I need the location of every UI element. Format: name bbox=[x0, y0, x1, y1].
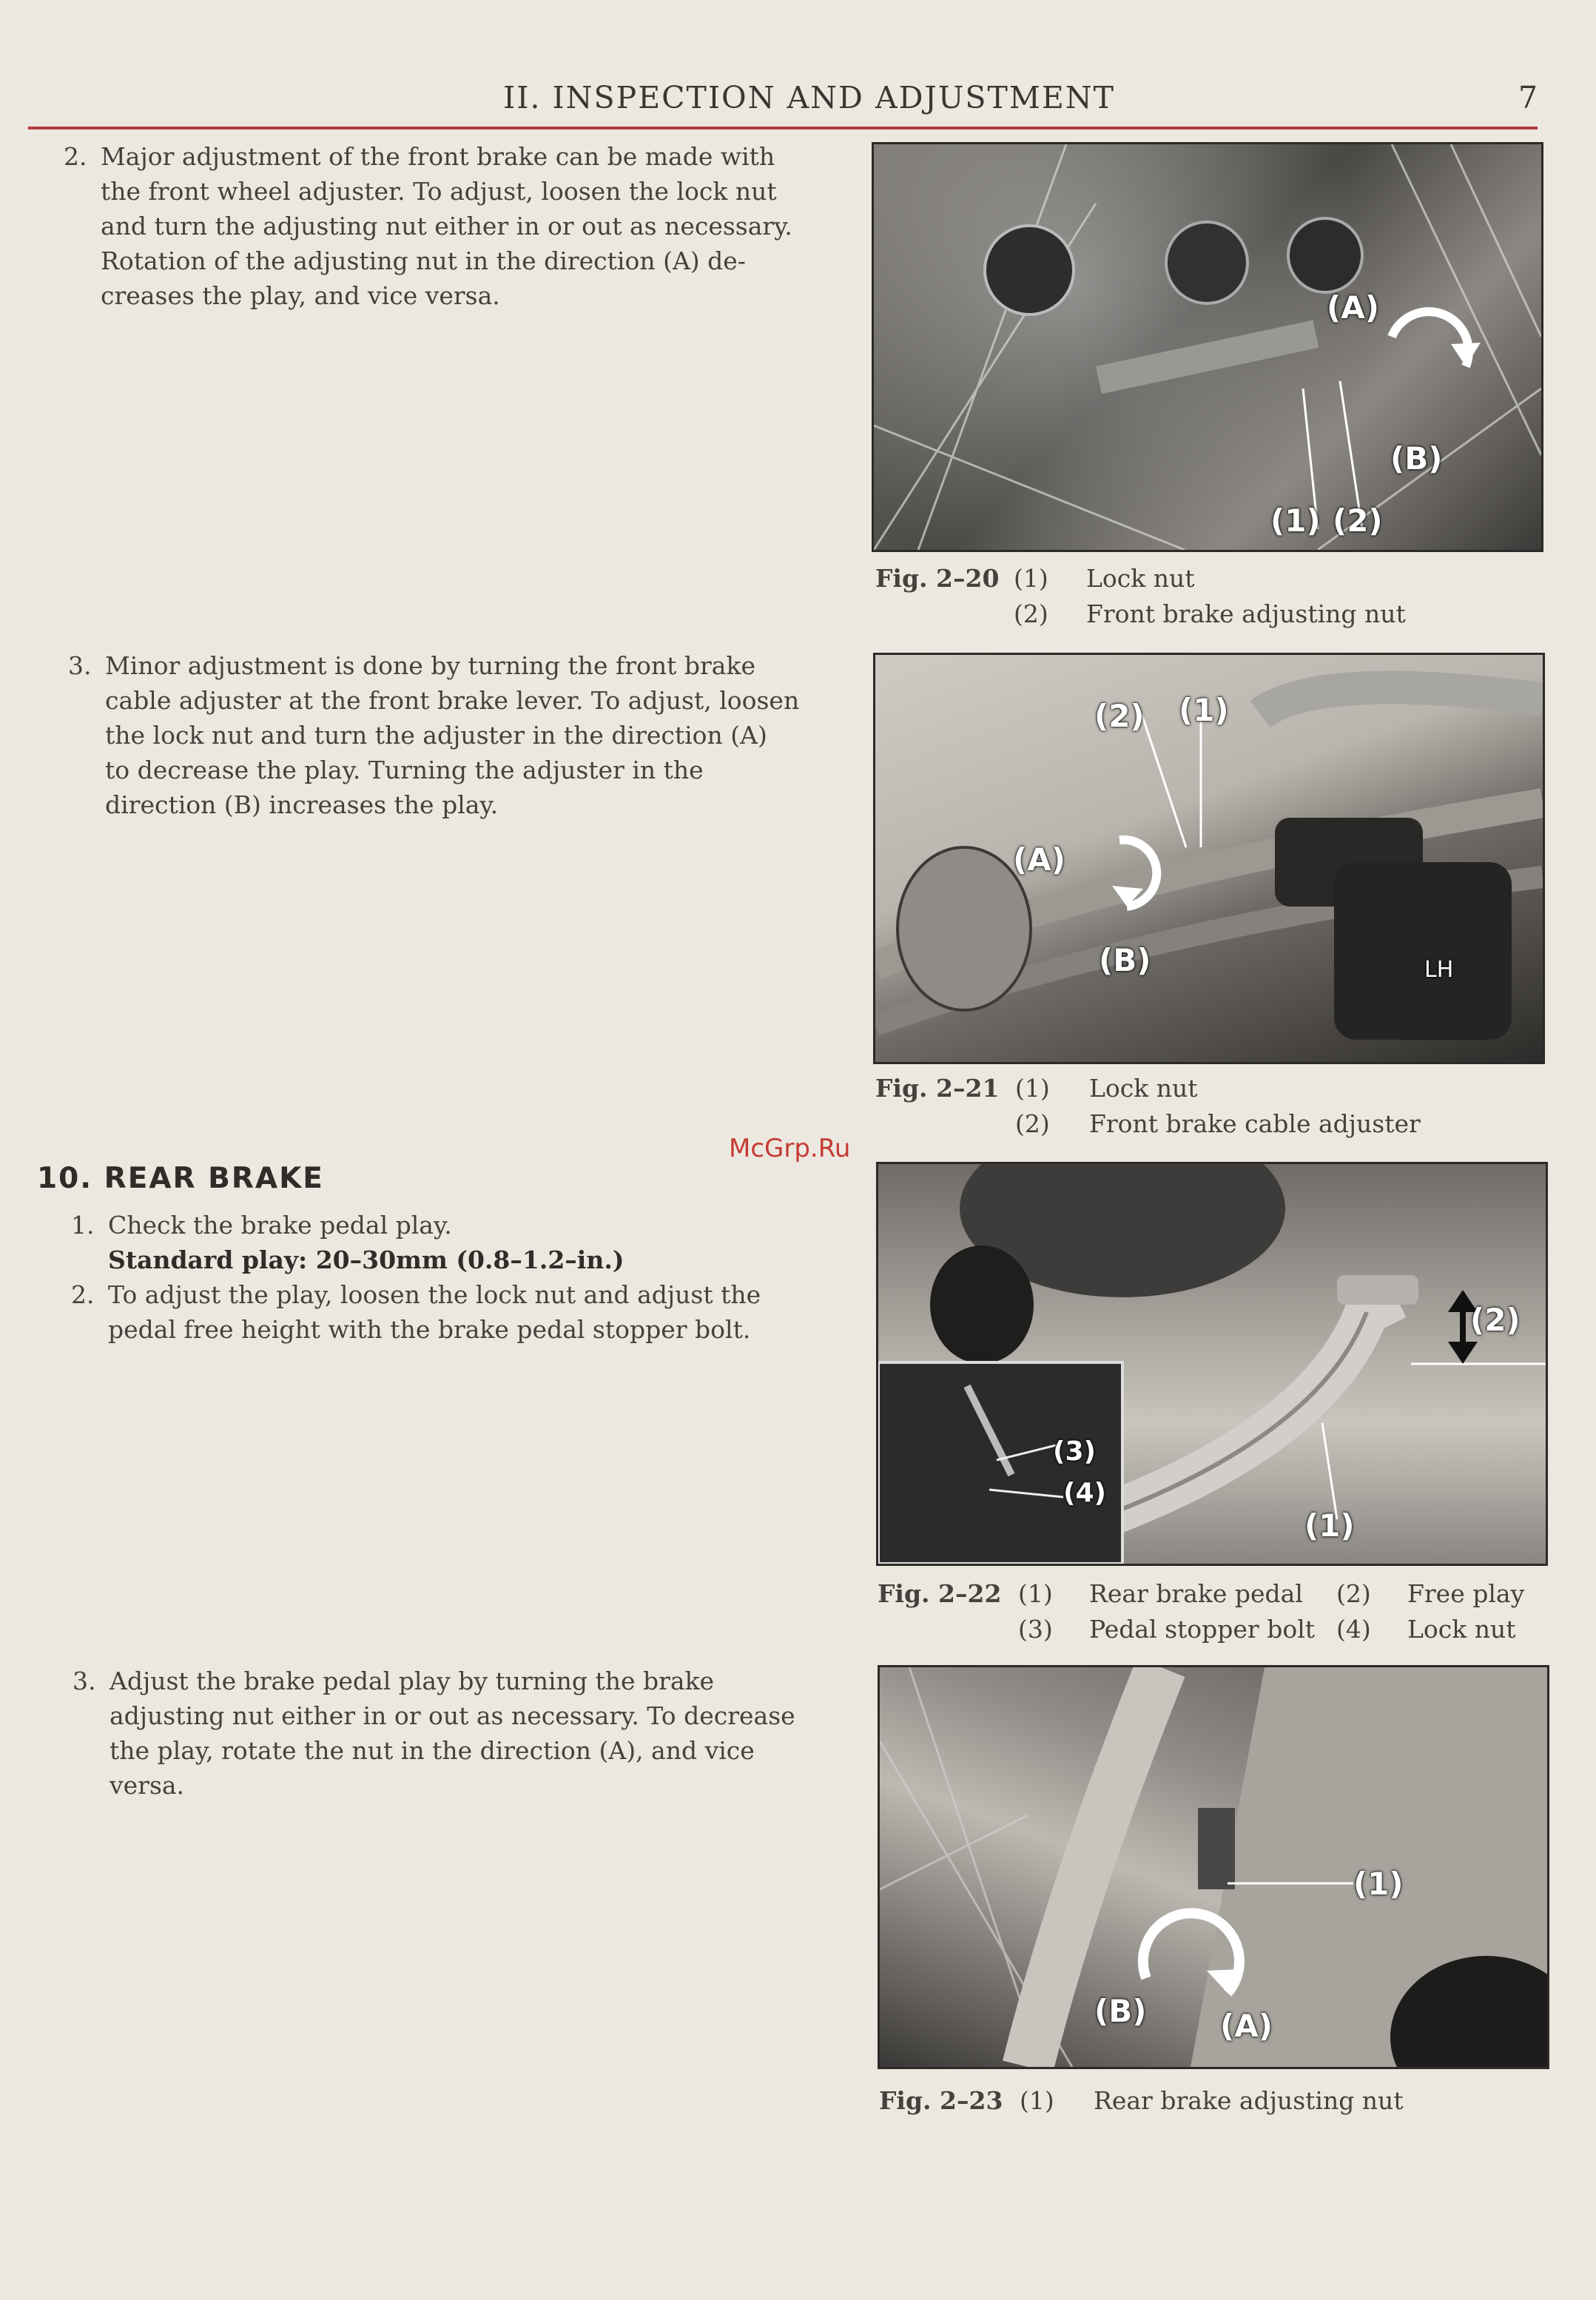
page-header-title: II. INSPECTION AND ADJUSTMENT bbox=[503, 80, 1115, 115]
rear-brake-pedal-illustration bbox=[878, 1164, 1546, 1564]
text-line: the lock nut and turn the adjuster in the direction (A) bbox=[105, 721, 767, 750]
section-item-2 bbox=[71, 1277, 761, 1347]
caption-number: (4) bbox=[1336, 1615, 1371, 1644]
item-number: 3. bbox=[73, 1667, 96, 1695]
caption-line bbox=[1014, 561, 1048, 596]
text-line: direction (B) increases the play. bbox=[105, 790, 499, 819]
callout-4: (4) bbox=[1063, 1478, 1106, 1508]
figure-2-21-caption bbox=[875, 1071, 999, 1106]
caption-line bbox=[1086, 596, 1406, 632]
caption-line bbox=[1407, 1576, 1524, 1612]
item-number: 1. bbox=[71, 1211, 95, 1240]
figure-label: Fig. 2–22 bbox=[878, 1579, 1002, 1608]
text-line: and turn the adjusting nut either in or out as necessary. bbox=[101, 212, 792, 241]
figure-label: Fig. 2–20 bbox=[875, 564, 1000, 593]
caption-line bbox=[1336, 1612, 1371, 1647]
page-number: 7 bbox=[1518, 80, 1538, 115]
figure-2-20-caption bbox=[875, 561, 999, 596]
callout-a: (A) bbox=[1327, 289, 1379, 326]
caption-line bbox=[1094, 2083, 1404, 2119]
section-title: 10. REAR BRAKE bbox=[37, 1162, 324, 1195]
figure-label: Fig. 2–21 bbox=[875, 1074, 1000, 1103]
text-line: Rotation of the adjusting nut in the direction (A) de- bbox=[101, 246, 746, 275]
figure-2-23-caption bbox=[879, 2083, 1003, 2119]
callout-2: (2) bbox=[1094, 698, 1145, 734]
caption-line bbox=[1086, 561, 1195, 596]
caption-line bbox=[1336, 1576, 1371, 1612]
text-line: the front wheel adjuster. To adjust, loosen the lock nut bbox=[101, 177, 777, 206]
caption-number: (2) bbox=[1015, 1109, 1050, 1138]
figure-2-21-photo bbox=[873, 653, 1545, 1064]
figure-2-23-photo bbox=[878, 1665, 1549, 2069]
caption-line bbox=[1089, 1576, 1303, 1612]
callout-1: (1) bbox=[1353, 1866, 1404, 1902]
text-line: Check the brake pedal play. bbox=[108, 1211, 452, 1240]
caption-text: Rear brake pedal bbox=[1089, 1579, 1303, 1608]
text-line: creases the play, and vice versa. bbox=[101, 281, 500, 310]
text-line: Major adjustment of the front brake can be made with bbox=[101, 142, 775, 171]
callout-b: (B) bbox=[1390, 440, 1443, 477]
caption-line bbox=[1089, 1612, 1315, 1647]
caption-line bbox=[1018, 1576, 1053, 1612]
callout-b: (B) bbox=[1099, 942, 1151, 978]
caption-line bbox=[1018, 1612, 1053, 1647]
callout-1: (1) bbox=[1270, 502, 1321, 539]
caption-number: (2) bbox=[1336, 1579, 1371, 1608]
figure-label: Fig. 2–23 bbox=[879, 2086, 1003, 2115]
paragraph-2 bbox=[64, 139, 792, 313]
text-line: to decrease the play. Turning the adjuster in the bbox=[105, 756, 704, 784]
caption-line bbox=[1089, 1071, 1198, 1106]
text-line: adjusting nut either in or out as necessary. To decrease bbox=[110, 1701, 795, 1730]
section-item-1 bbox=[71, 1208, 452, 1243]
paragraph-number: 3. bbox=[68, 651, 92, 680]
caption-line bbox=[1089, 1106, 1421, 1142]
rear-wheel-illustration bbox=[880, 1667, 1547, 2067]
caption-text: Lock nut bbox=[1089, 1074, 1198, 1103]
caption-text: Pedal stopper bolt bbox=[1089, 1615, 1316, 1644]
text-line: Standard play: 20–30mm (0.8–1.2–in.) bbox=[108, 1245, 624, 1274]
text-line: cable adjuster at the front brake lever. To adjust, loosen bbox=[105, 686, 800, 715]
caption-number: (1) bbox=[1014, 564, 1048, 593]
caption-line bbox=[1020, 2083, 1054, 2119]
section-item-3 bbox=[73, 1664, 795, 1803]
callout-b: (B) bbox=[1094, 1993, 1147, 2029]
callout-a: (A) bbox=[1013, 841, 1065, 878]
callout-a: (A) bbox=[1220, 2008, 1273, 2044]
caption-text: Rear brake adjusting nut bbox=[1094, 2086, 1404, 2115]
caption-text: Lock nut bbox=[1086, 564, 1195, 593]
caption-number: (3) bbox=[1018, 1615, 1053, 1644]
caption-text: Free play bbox=[1407, 1579, 1525, 1608]
caption-line bbox=[1407, 1612, 1516, 1647]
header-rule bbox=[28, 127, 1538, 130]
caption-number: (2) bbox=[1014, 599, 1048, 628]
caption-number: (1) bbox=[1018, 1579, 1053, 1608]
callout-2: (2) bbox=[1470, 1302, 1521, 1338]
caption-number: (1) bbox=[1020, 2086, 1054, 2115]
figure-2-22-caption bbox=[878, 1576, 1001, 1612]
caption-text: Front brake cable adjuster bbox=[1089, 1109, 1421, 1138]
standard-play bbox=[108, 1243, 624, 1277]
watermark: McGrp.Ru bbox=[729, 1134, 851, 1163]
callout-3: (3) bbox=[1053, 1436, 1096, 1467]
caption-number: (1) bbox=[1015, 1074, 1050, 1103]
callout-1: (1) bbox=[1304, 1507, 1355, 1544]
switch-label-lh: LH bbox=[1424, 957, 1454, 983]
callout-2: (2) bbox=[1333, 502, 1383, 539]
wheel-hub-illustration bbox=[874, 144, 1541, 550]
callout-1: (1) bbox=[1179, 692, 1229, 728]
caption-text: Lock nut bbox=[1407, 1615, 1516, 1644]
text-line: pedal free height with the brake pedal stopper bolt. bbox=[108, 1315, 751, 1344]
figure-2-22-photo bbox=[876, 1162, 1548, 1566]
paragraph-3 bbox=[68, 648, 800, 822]
figure-2-20-photo bbox=[872, 142, 1543, 552]
text-line: versa. bbox=[110, 1771, 185, 1800]
caption-text: Front brake adjusting nut bbox=[1086, 599, 1406, 628]
text-line: the play, rotate the nut in the direction (A), and vice bbox=[110, 1736, 755, 1765]
item-number: 2. bbox=[71, 1280, 95, 1309]
text-line: Minor adjustment is done by turning the front brake bbox=[105, 651, 755, 680]
paragraph-number: 2. bbox=[64, 142, 87, 171]
caption-line bbox=[1015, 1071, 1050, 1106]
caption-line bbox=[1015, 1106, 1050, 1142]
text-line: To adjust the play, loosen the lock nut and adjust the bbox=[108, 1280, 761, 1309]
caption-line bbox=[1014, 596, 1048, 632]
text-line: Adjust the brake pedal play by turning the brake bbox=[110, 1667, 715, 1695]
